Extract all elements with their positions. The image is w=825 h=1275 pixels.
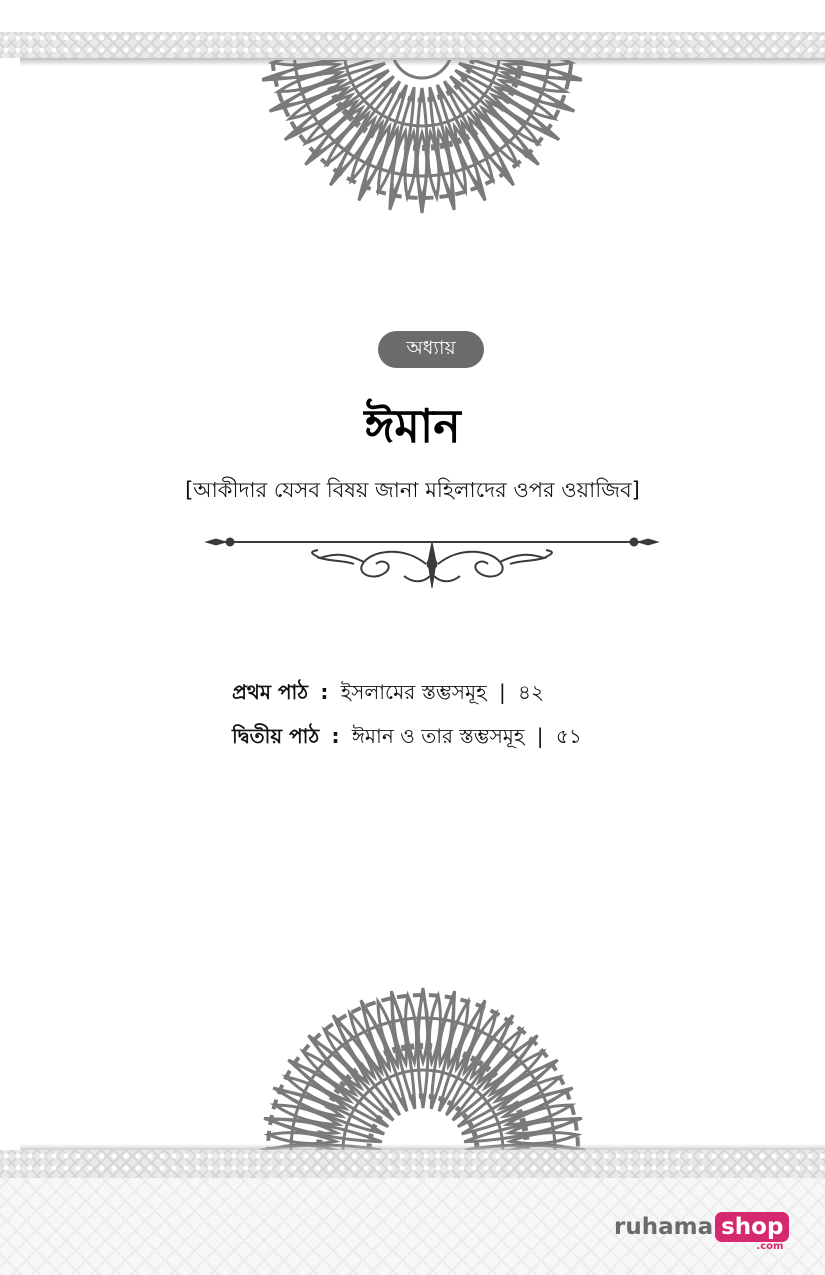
mandala-petal [462, 48, 582, 53]
toc-separator: : [331, 724, 340, 748]
logo-shop-wrap [715, 1212, 789, 1252]
toc-page-number: ৫১ [555, 724, 582, 748]
toc-page-number: ৪২ [518, 680, 545, 704]
toc-topic: ঈমান ও তার স্তম্ভসমূহ [351, 724, 525, 748]
toc-lesson-label: দ্বিতীয় পাঠ [232, 724, 320, 748]
ruhama-shop-logo[interactable] [614, 1212, 789, 1252]
mandala-petal [272, 48, 337, 53]
chapter-title: ঈমান [364, 399, 461, 453]
chapter-badge: অধ্যায় [378, 331, 484, 368]
logo-text-com: .com [756, 1241, 784, 1252]
toc-row[interactable] [232, 678, 544, 711]
toc-separator: : [320, 680, 329, 704]
mandala-petal [485, 1040, 532, 1087]
mandala-ornament-top-icon [262, 48, 582, 228]
mandala-petal [507, 48, 572, 53]
toc-divider: | [498, 680, 506, 704]
toc-lesson-label: প্রথম পাঠ [232, 680, 309, 704]
toc-topic: ইসলামের স্তম্ভসমূহ [340, 680, 487, 704]
mandala-petal [417, 133, 427, 198]
logo-text-ruhama: ruhama [614, 1214, 714, 1240]
chapter-subtitle: [আকীদার যেসব বিষয় জানা মহিলাদের ওপর ওয়াজিব] [185, 478, 640, 502]
bottom-pattern-band [0, 1150, 825, 1178]
mandala-ornament-bottom-icon [258, 985, 588, 1150]
mandala-petal [418, 995, 428, 1062]
mandala-petal [313, 1040, 360, 1087]
toc-row[interactable] [232, 722, 582, 755]
mandala-petal [262, 48, 382, 53]
ornamental-divider-icon [204, 530, 660, 590]
toc-divider: | [536, 724, 544, 748]
logo-text-shop: shop [715, 1212, 789, 1242]
